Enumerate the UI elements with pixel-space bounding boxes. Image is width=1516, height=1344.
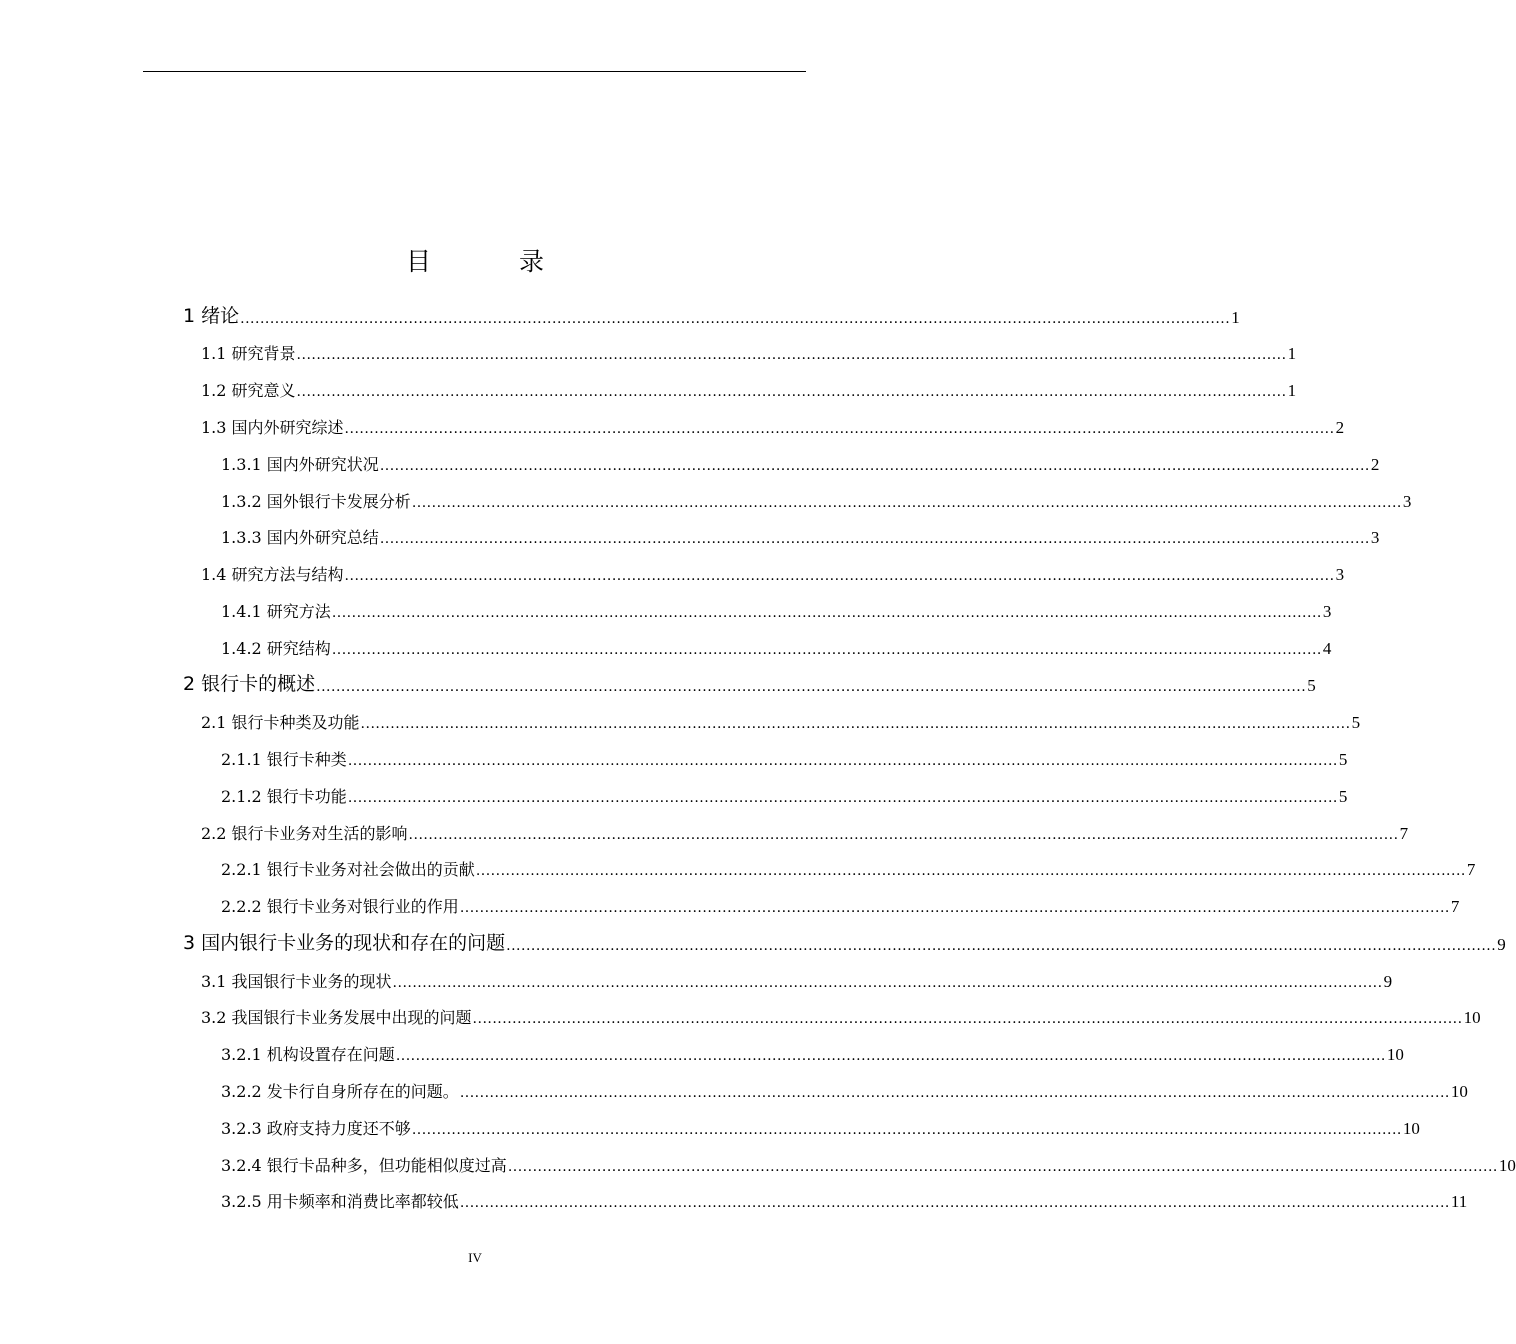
- toc-entry-page: 10: [1402, 1118, 1420, 1138]
- toc-entry-page: 10: [1386, 1045, 1404, 1065]
- toc-leader-dots: ........................................................................................................................................................................................................: [316, 679, 1307, 696]
- header-rule: [143, 71, 806, 72]
- toc-entry-page: 5: [1338, 749, 1348, 769]
- toc-entry-page: 11: [1450, 1192, 1468, 1212]
- toc-leader-dots: ........................................................................................................................................................................................................: [411, 494, 1402, 511]
- toc-entry-label: 1.4.1 研究方法: [221, 601, 331, 621]
- toc-leader-dots: ........................................................................................................................................................................................................: [344, 420, 1335, 437]
- toc-entry[interactable]: [183, 335, 1297, 372]
- toc-leader-dots: ........................................................................................................................................................................................................: [506, 937, 1497, 954]
- toc-entry[interactable]: [183, 924, 1506, 962]
- toc-entry-page: 2: [1370, 454, 1380, 474]
- toc-entry-label: 3.2.2 发卡行自身所存在的问题。: [221, 1081, 459, 1101]
- toc-entry-page: 1: [1287, 381, 1297, 401]
- toc-entry-page: 5: [1307, 676, 1316, 696]
- toc-entry-label: 2.1 银行卡种类及功能: [201, 713, 360, 733]
- toc-leader-dots: ........................................................................................................................................................................................................: [347, 752, 1338, 769]
- table-of-contents: [183, 297, 1516, 1219]
- toc-entry[interactable]: [183, 445, 1380, 482]
- toc-leader-dots: ........................................................................................................................................................................................................: [507, 1158, 1498, 1175]
- toc-entry[interactable]: [183, 1109, 1420, 1146]
- toc-leader-dots: ........................................................................................................................................................................................................: [296, 384, 1287, 401]
- toc-entry-page: 10: [1498, 1155, 1516, 1175]
- toc-leader-dots: ........................................................................................................................................................................................................: [379, 531, 1370, 548]
- toc-entry[interactable]: [183, 1035, 1404, 1072]
- toc-entry-page: 7: [1450, 897, 1460, 917]
- toc-entry[interactable]: [183, 555, 1345, 592]
- toc-entry-page: 9: [1383, 971, 1393, 991]
- toc-leader-dots: ........................................................................................................................................................................................................: [331, 604, 1322, 621]
- toc-title: 目 录: [406, 247, 584, 276]
- toc-entry[interactable]: [183, 519, 1380, 556]
- toc-entry-label: 2.1.2 银行卡功能: [221, 786, 347, 806]
- toc-entry[interactable]: [183, 740, 1348, 777]
- toc-leader-dots: ........................................................................................................................................................................................................: [459, 900, 1450, 917]
- toc-entry-label: 1.1 研究背景: [201, 344, 296, 364]
- toc-leader-dots: ........................................................................................................................................................................................................: [379, 457, 1370, 474]
- toc-entry-page: 10: [1450, 1081, 1468, 1101]
- toc-entry-page: 5: [1338, 786, 1348, 806]
- toc-entry[interactable]: [183, 1183, 1468, 1220]
- toc-entry-label: 1.3 国内外研究综述: [201, 417, 344, 437]
- toc-entry-page: 3: [1335, 565, 1345, 585]
- toc-entry-label: 1.4 研究方法与结构: [201, 565, 344, 585]
- footer-page-number: IV: [468, 1250, 482, 1265]
- toc-entry-page: 3: [1322, 601, 1332, 621]
- toc-entry-page: 7: [1466, 860, 1476, 880]
- toc-leader-dots: ........................................................................................................................................................................................................: [475, 863, 1466, 880]
- toc-entry-label: 2 银行卡的概述: [183, 673, 316, 696]
- toc-leader-dots: ........................................................................................................................................................................................................: [344, 568, 1335, 585]
- toc-entry[interactable]: [183, 666, 1316, 704]
- toc-entry-label: 3.2.5 用卡频率和消费比率都较低: [221, 1192, 459, 1212]
- toc-entry-label: 3.1 我国银行卡业务的现状: [201, 971, 392, 991]
- toc-entry[interactable]: [183, 851, 1476, 888]
- toc-leader-dots: ........................................................................................................................................................................................................: [459, 1084, 1450, 1101]
- toc-leader-dots: ........................................................................................................................................................................................................: [408, 826, 1399, 843]
- toc-leader-dots: ........................................................................................................................................................................................................: [296, 347, 1287, 364]
- toc-entry[interactable]: [183, 1146, 1516, 1183]
- toc-entry[interactable]: [183, 482, 1412, 519]
- toc-entry[interactable]: [183, 962, 1393, 999]
- toc-entry-page: 1: [1231, 307, 1240, 327]
- toc-leader-dots: ........................................................................................................................................................................................................: [347, 789, 1338, 806]
- toc-entry-label: 1.4.2 研究结构: [221, 638, 331, 658]
- toc-entry-label: 2.1.1 银行卡种类: [221, 749, 347, 769]
- toc-entry[interactable]: [183, 703, 1361, 740]
- toc-entry-page: 1: [1287, 344, 1297, 364]
- toc-entry-page: 3: [1402, 491, 1412, 511]
- toc-entry-label: 1.3.2 国外银行卡发展分析: [221, 491, 411, 511]
- toc-entry-page: 7: [1399, 823, 1409, 843]
- toc-entry-label: 3 国内银行卡业务的现状和存在的问题: [183, 931, 506, 954]
- toc-entry[interactable]: [183, 629, 1332, 666]
- toc-entry[interactable]: [183, 371, 1297, 408]
- toc-entry[interactable]: [183, 777, 1348, 814]
- toc-entry[interactable]: [183, 408, 1345, 445]
- toc-entry[interactable]: [183, 999, 1481, 1036]
- toc-entry-label: 2.2 银行卡业务对生活的影响: [201, 823, 408, 843]
- toc-entry-page: 4: [1322, 638, 1332, 658]
- toc-entry-label: 2.2.2 银行卡业务对银行业的作用: [221, 897, 459, 917]
- toc-entry[interactable]: [183, 1072, 1468, 1109]
- toc-leader-dots: ........................................................................................................................................................................................................: [392, 974, 1383, 991]
- toc-entry-page: 10: [1463, 1008, 1481, 1028]
- toc-entry-label: 1.3.3 国内外研究总结: [221, 528, 379, 548]
- toc-entry-label: 1 绪论: [183, 304, 240, 327]
- toc-leader-dots: ........................................................................................................................................................................................................: [395, 1048, 1386, 1065]
- toc-entry-label: 3.2.4 银行卡品种多，但功能相似度过高: [221, 1155, 507, 1175]
- toc-entry[interactable]: [183, 814, 1409, 851]
- toc-entry-label: 3.2.1 机构设置存在问题: [221, 1045, 395, 1065]
- toc-entry-label: 3.2 我国银行卡业务发展中出现的问题: [201, 1008, 472, 1028]
- toc-entry-label: 3.2.3 政府支持力度还不够: [221, 1118, 411, 1138]
- toc-entry[interactable]: [183, 887, 1460, 924]
- toc-entry-page: 9: [1497, 934, 1506, 954]
- toc-leader-dots: ........................................................................................................................................................................................................: [472, 1011, 1463, 1028]
- toc-leader-dots: ........................................................................................................................................................................................................: [331, 641, 1322, 658]
- toc-entry[interactable]: [183, 592, 1332, 629]
- toc-entry-label: 1.3.1 国内外研究状况: [221, 454, 379, 474]
- toc-leader-dots: ........................................................................................................................................................................................................: [411, 1121, 1402, 1138]
- toc-entry-label: 2.2.1 银行卡业务对社会做出的贡献: [221, 860, 475, 880]
- toc-entry[interactable]: [183, 297, 1240, 335]
- toc-entry-page: 2: [1335, 417, 1345, 437]
- toc-leader-dots: ........................................................................................................................................................................................................: [240, 310, 1231, 327]
- toc-leader-dots: ........................................................................................................................................................................................................: [459, 1195, 1450, 1212]
- toc-entry-page: 3: [1370, 528, 1380, 548]
- toc-entry-page: 5: [1351, 713, 1361, 733]
- toc-entry-label: 1.2 研究意义: [201, 381, 296, 401]
- toc-leader-dots: ........................................................................................................................................................................................................: [360, 716, 1351, 733]
